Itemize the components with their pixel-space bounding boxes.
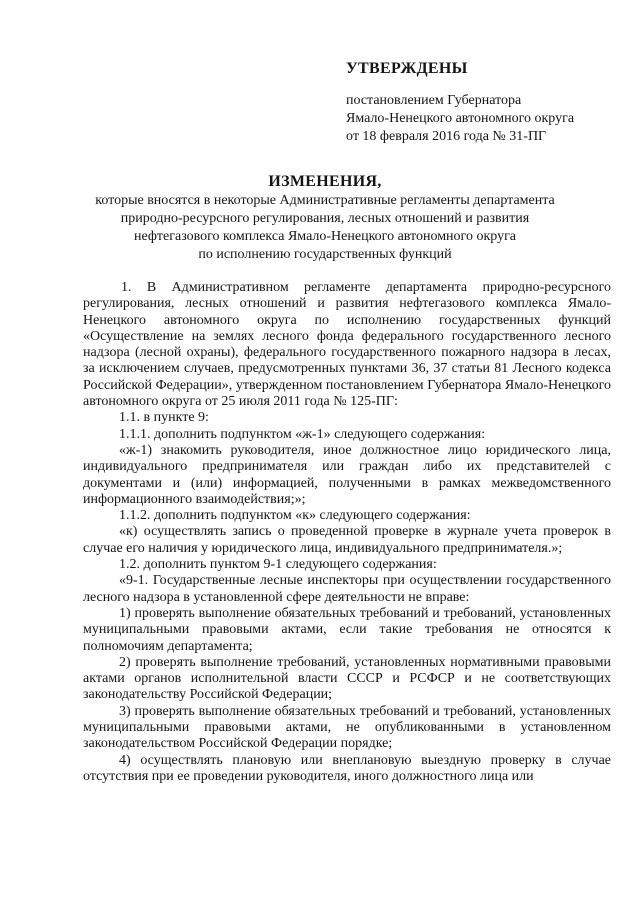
paragraph: 1) проверять выполнение обязательных требований и требований, установленных муниципальными правовыми актами, если такие требования не относятся к полномочиям департамента; <box>83 605 611 654</box>
paragraph: «9-1. Государственные лесные инспекторы при осуществлении государственного лесного надзора в установленной сфере деятельности не вправе: <box>83 573 611 605</box>
paragraph: 1.1.2. дополнить подпунктом «к» следующего содержания: <box>119 508 471 524</box>
approval-line: от 18 февраля 2016 года № 31-ПГ <box>346 129 547 144</box>
heading-line: по исполнению государственных функций <box>198 247 452 262</box>
heading-line: которые вносятся в некоторые Административные регламенты департамента <box>95 193 555 208</box>
paragraph: 1.2. дополнить пунктом 9-1 следующего содержания: <box>119 557 437 573</box>
paragraph: «ж-1) знакомить руководителя, иное должностное лицо юридического лица, индивидуального предпринимателя или граждан либо их представителей с документами и (или) информацией, полученными в рамках межведомственного информационного взаимодействия;»; <box>83 442 611 507</box>
paragraph: «к) осуществлять запись о проведенной проверке в журнале учета проверок в случае его наличия у юридического лица, индивидуального предпринимателя.»; <box>83 524 611 556</box>
paragraph: 1.1.1. дополнить подпунктом «ж-1» следующего содержания: <box>119 426 486 442</box>
approval-block <box>346 60 616 146</box>
paragraph: 2) проверять выполнение требований, установленных нормативными правовыми актами органов исполнительной власти СССР и РСФСР и не соответствующих законодательству Российской Федерации; <box>83 654 611 703</box>
paragraph: 4) осуществлять плановую или внеплановую выездную проверку в случае отсутствия при ее проведении руководителя, иного должностного лица или <box>83 752 611 784</box>
document-body <box>83 280 611 785</box>
heading-title: ИЗМЕНЕНИЯ, <box>268 173 382 190</box>
heading-line: нефтегазового комплекса Ямало-Ненецкого автономного округа <box>133 229 517 244</box>
paragraph: 1.1. в пункте 9: <box>119 410 209 426</box>
approval-line: постановлением Губернатора <box>346 93 522 108</box>
paragraph: 1. В Административном регламенте департамента природно-ресурсного регулирования, лесных отношений и развития нефтегазового комплекса Ямало-Ненецкого автономного округа по исполнению государственных функций «Осуществление на землях лесного фонда федерального государственного лесного надзора (лесной охраны), федерального государственного пожарного надзора в лесах, за исключением случаев, предусмотренных пунктами 36, 37 статьи 81 Лесного кодекса Российской Федерации», утвержденном постановлением Губернатора Ямало-Ненецкого автономного округа от 25 июля 2011 года № 125-ПГ: <box>83 280 611 410</box>
approval-title: УТВЕРЖДЕНЫ <box>346 60 468 77</box>
document-heading <box>60 172 590 264</box>
approval-line: Ямало-Ненецкого автономного округа <box>346 111 575 126</box>
heading-line: природно-ресурсного регулирования, лесных отношений и развития <box>120 211 530 226</box>
paragraph: 3) проверять выполнение обязательных требований и требований, установленных муниципальными правовыми актами, не опубликованными в установленном законодательством Российской Федерации порядке; <box>83 703 611 752</box>
